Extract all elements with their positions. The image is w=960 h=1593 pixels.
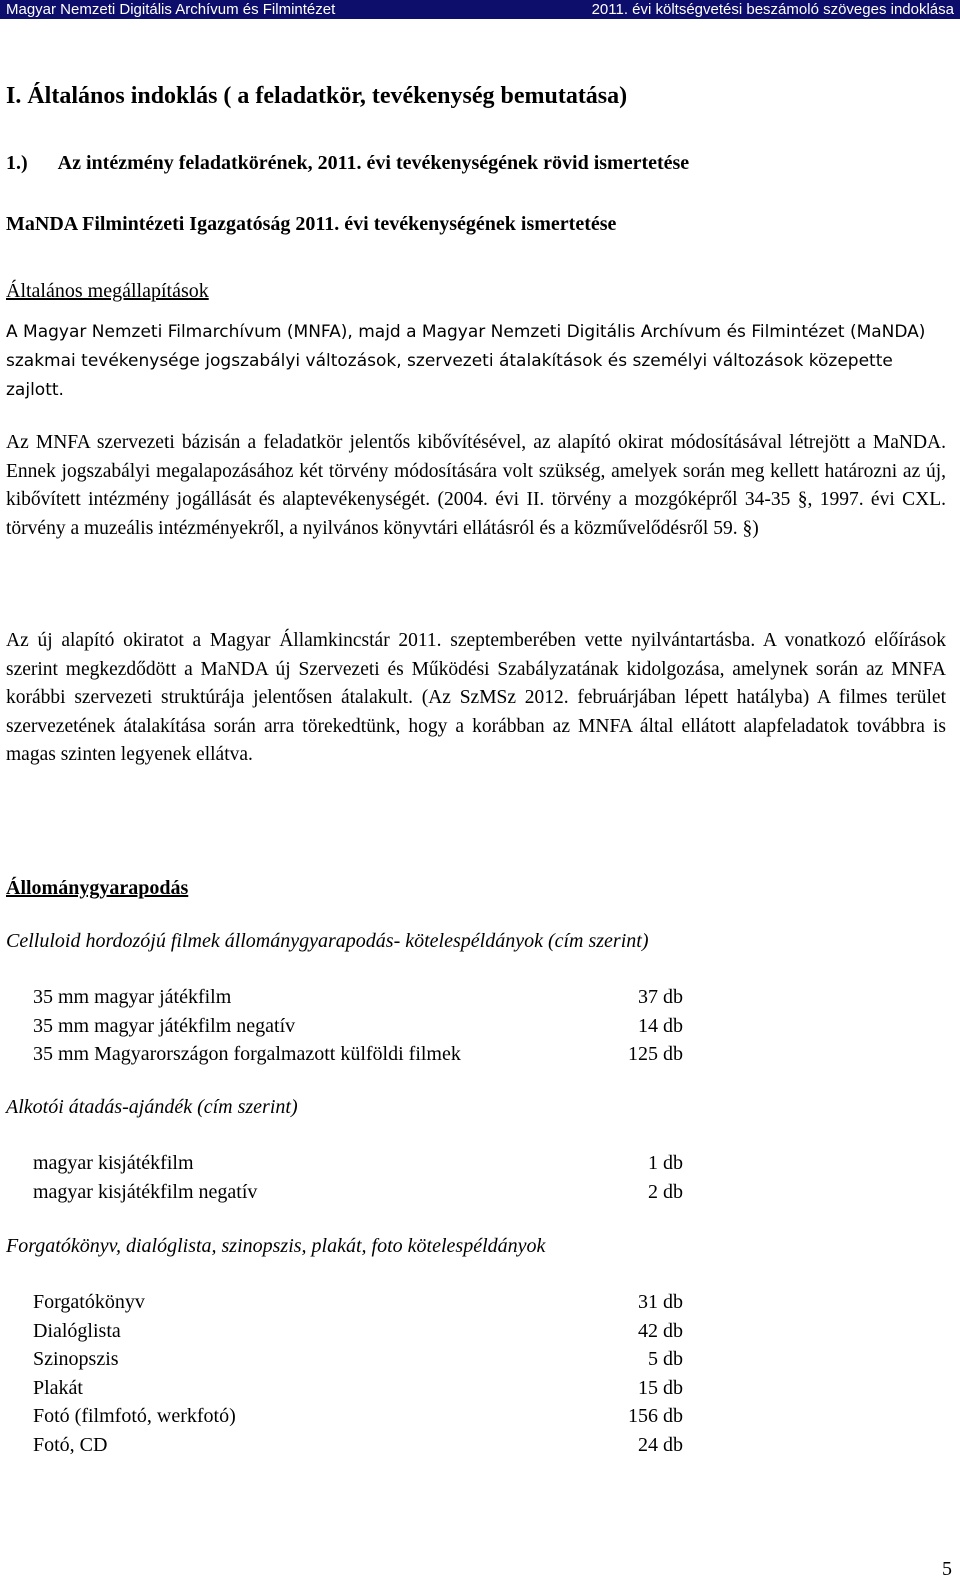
list-item — [33, 1345, 683, 1374]
item-label: magyar kisjátékfilm — [33, 1152, 194, 1174]
item-value: 31 db — [638, 1291, 683, 1313]
item-value: 15 db — [638, 1376, 683, 1399]
list-item — [33, 1402, 683, 1431]
item-label: Dialóglista — [33, 1319, 121, 1342]
item-value: 2 db — [648, 1180, 683, 1203]
item-label: Fotó, CD — [33, 1433, 108, 1456]
list-item — [33, 1288, 683, 1317]
item-label: Szinopszis — [33, 1348, 119, 1370]
item-label: 35 mm magyar játékfilm negatív — [33, 1014, 296, 1037]
item-label: magyar kisjátékfilm negatív — [33, 1180, 258, 1203]
item-label: 35 mm Magyarországon forgalmazott külföldi filmek — [33, 1043, 461, 1065]
list-item — [33, 1040, 683, 1069]
running-header — [0, 0, 960, 19]
group-title-donation: Alkotói átadás-ajándék (cím szerint) — [6, 1096, 298, 1118]
item-value: 156 db — [628, 1405, 683, 1427]
list-item — [33, 1149, 683, 1178]
section-heading-general: Általános megállapítások — [6, 280, 209, 302]
item-label: 35 mm magyar játékfilm — [33, 986, 232, 1008]
item-label: Forgatókönyv — [33, 1291, 145, 1313]
page-title: I. Általános indoklás ( a feladatkör, tevékenység bemutatása) — [6, 83, 628, 109]
page-number: 5 — [942, 1558, 952, 1580]
item-value: 42 db — [638, 1319, 683, 1342]
paragraph-3: Az új alapító okiratot a Magyar Államkincstár 2011. szeptemberében vette nyilvántartásba. A vonatkozó előírások szerint megkezdődött a MaNDA új Szervezeti és Működési Szabályzatának kidolgozása, amelynek során az MNFA korábbi szervezeti struktúrája jelentősen átalakult. (Az SzMSz 2012. februárjában lépett hatályba) A filmes terület szervezetének átalakítása során arra törekedtünk, hogy a korábban az MNFA által ellátott alapfeladatok továbbra is magas szinten legyenek ellátva. — [6, 630, 946, 765]
item-value: 24 db — [638, 1433, 683, 1456]
list-item — [33, 1012, 683, 1041]
paragraph-1: A Magyar Nemzeti Filmarchívum (MNFA), majd a Magyar Nemzeti Digitális Archívum és Filmintézet (MaNDA) szakmai tevékenysége jogszabályi változások, szervezeti átalakítások és személyi változások közepette zajlott. — [6, 322, 926, 400]
paragraph-2: Az MNFA szervezeti bázisán a feladatkör jelentős kibővítésével, az alapító okirat módosításával létrejött a MaNDA. Ennek jogszabályi megalapozásához két törvény módosítására volt szükség, amelyek során meg kellett határozni az új, kibővített intézmény jogállását és alaptevékenységét. (2004. évi II. törvény a mozgóképről 34-35 §, 1997. évi CXL. törvény a muzeális intézményekről, a nyilvános könyvtári ellátásról és a közművelődésről 59. §) — [6, 432, 946, 539]
subtitle-2: MaNDA Filmintézeti Igazgatóság 2011. évi tevékenységének ismertetése — [6, 213, 617, 235]
list-item — [33, 1178, 683, 1207]
list-donation — [33, 1149, 683, 1206]
list-item — [33, 1431, 683, 1460]
item-value: 1 db — [648, 1152, 683, 1174]
list-item — [33, 983, 683, 1012]
list-item — [33, 1317, 683, 1346]
section-heading-acquisitions: Állománygyarapodás — [6, 877, 189, 899]
item-value: 14 db — [638, 1014, 683, 1037]
header-institution: Magyar Nemzeti Digitális Archívum és Filmintézet — [6, 1, 336, 18]
item-value: 5 db — [648, 1348, 683, 1370]
item-label: Fotó (filmfotó, werkfotó) — [33, 1405, 236, 1427]
list-celluloid — [33, 983, 683, 1069]
header-report-title: 2011. évi költségvetési beszámoló szöveges indoklása — [591, 1, 954, 18]
item-value: 125 db — [628, 1043, 683, 1065]
list-documents — [33, 1288, 683, 1459]
group-title-documents: Forgatókönyv, dialóglista, szinopszis, plakát, foto kötelespéldányok — [6, 1235, 546, 1257]
item-value: 37 db — [638, 986, 683, 1008]
item-label: Plakát — [33, 1376, 83, 1399]
subtitle: 1.) Az intézmény feladatkörének, 2011. évi tevékenységének rövid ismertetése — [6, 152, 690, 174]
group-title-celluloid: Celluloid hordozójú filmek állománygyarapodás- kötelespéldányok (cím szerint) — [6, 930, 649, 952]
list-item — [33, 1374, 683, 1403]
